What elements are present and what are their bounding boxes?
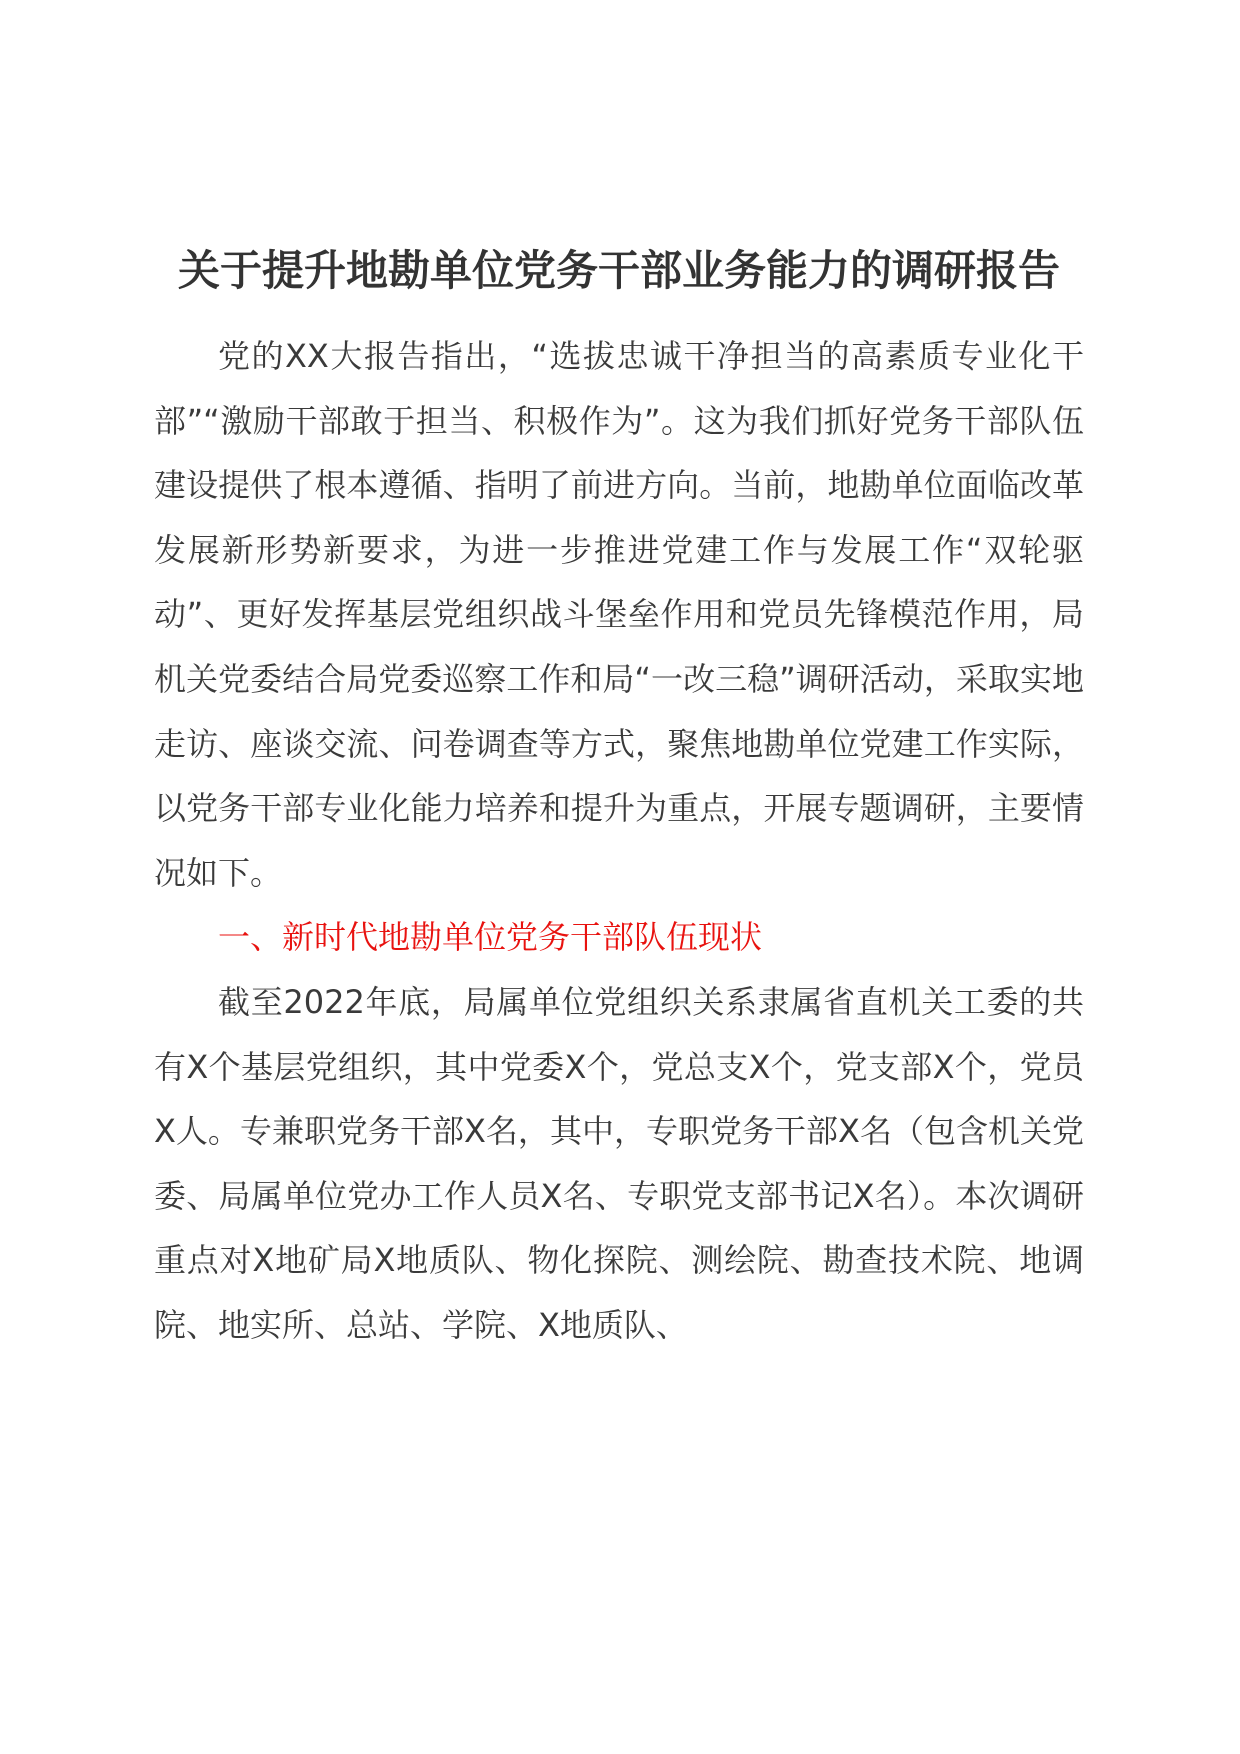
section-1-paragraph: 截至2022年底，局属单位党组织关系隶属省直机关工委的共有X个基层党组织，其中党委X个，党总支X个，党支部X个，党员X人。专兼职党务干部X名，其中，专职党务干部X名（包含机关党委、局属单位党办工作人员X名、专职党支部书记X名）。本次调研重点对X地矿局X地质队、物化探院、测绘院、勘查技术院、地调院、地实所、总站、学院、X地质队、: [154, 982, 1084, 1344]
intro-paragraph: 党的XX大报告指出，“选拔忠诚干净担当的高素质专业化干部”“激励干部敢于担当、积极作为”。这为我们抓好党务干部队伍建设提供了根本遵循、指明了前进方向。当前，地勘单位面临改革发展新形势新要求，为进一步推进党建工作与发展工作“双轮驱动”、更好发挥基层党组织战斗堡垒作用和党员先锋模范作用，局机关党委结合局党委巡察工作和局“一改三稳”调研活动，采取实地走访、座谈交流、问卷调查等方式，聚焦地勘单位党建工作实际，以党务干部专业化能力培养和提升为重点，开展专题调研，主要情况如下。: [154, 337, 1084, 892]
document-title: 关于提升地勘单位党务干部业务能力的调研报告: [177, 246, 1060, 295]
section-heading-1: 一、新时代地勘单位党务干部队伍现状: [218, 918, 763, 957]
document-page: [154, 240, 1084, 1358]
